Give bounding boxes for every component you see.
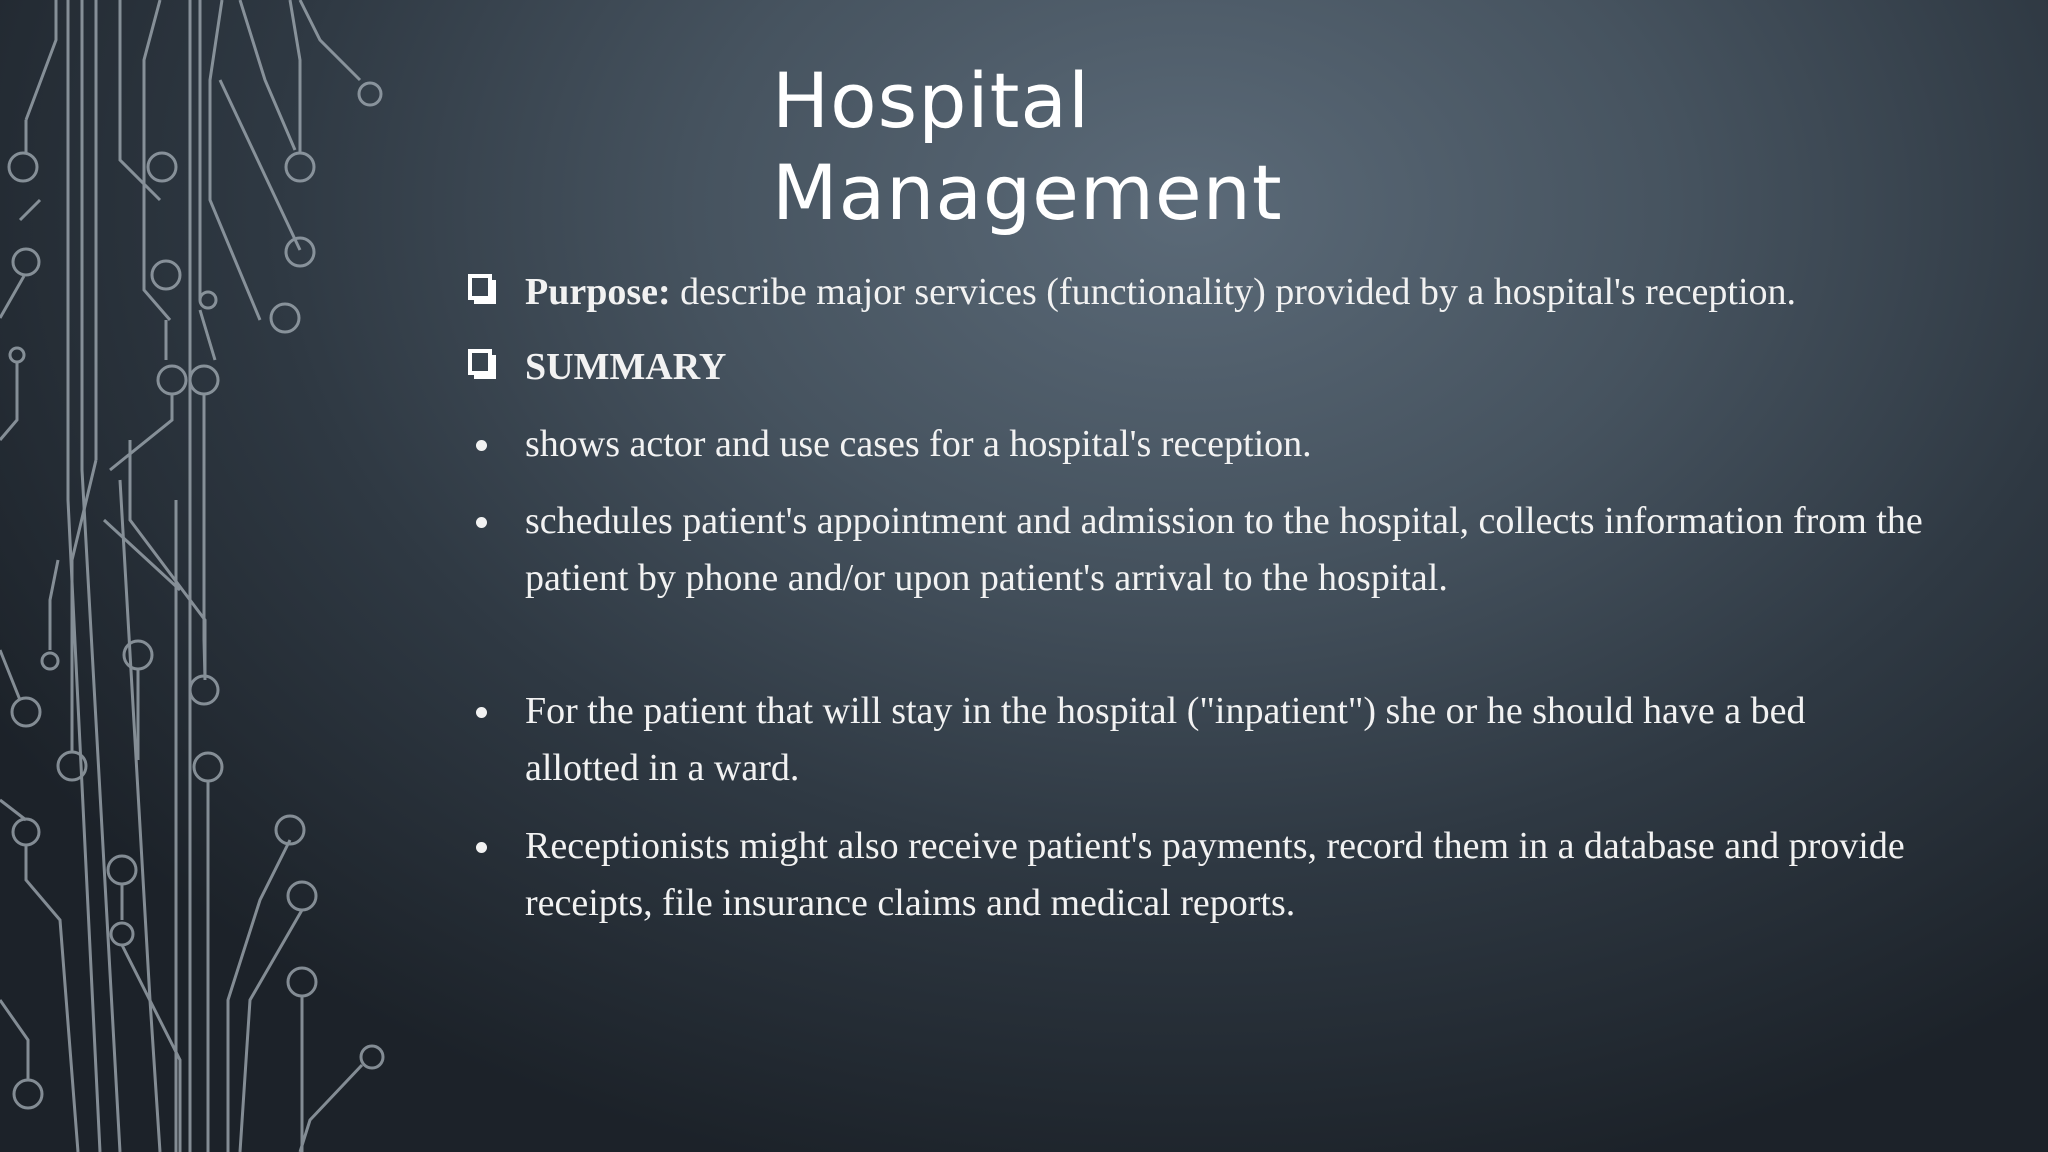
bullet-text: Receptionists might also receive patient's payments, record them in a database and provide receipts, file insurance claims and medical reports.: [525, 825, 1905, 924]
list-item: [468, 493, 1928, 607]
title-line-2: Management: [772, 148, 1283, 237]
checkbox-icon: [468, 349, 496, 383]
bullet-icon: [476, 440, 487, 451]
title-line-1: Hospital: [772, 56, 1091, 145]
list-item: [468, 683, 1928, 797]
page-title: [772, 55, 1283, 239]
purpose-label: Purpose:: [525, 271, 671, 313]
purpose-item: [468, 264, 1928, 321]
bullet-icon: [476, 842, 487, 853]
summary-item: [468, 339, 1928, 396]
bullet-text: shows actor and use cases for a hospital's reception.: [525, 423, 1312, 465]
list-item: [468, 818, 1928, 932]
bullet-text: For the patient that will stay in the hospital ("inpatient") she or he should have a bed allotted in a ward.: [525, 690, 1806, 789]
purpose-text: describe major services (functionality) provided by a hospital's reception.: [670, 271, 1797, 313]
checkbox-icon: [468, 274, 496, 308]
bullet-icon: [476, 707, 487, 718]
list-item: [468, 416, 1928, 473]
bullet-text: schedules patient's appointment and admission to the hospital, collects information from the patient by phone and/or upon patient's arrival to the hospital.: [525, 500, 1923, 599]
summary-label: SUMMARY: [525, 346, 727, 388]
circuit-board-decoration: [0, 0, 400, 1152]
bullet-icon: [476, 517, 487, 528]
